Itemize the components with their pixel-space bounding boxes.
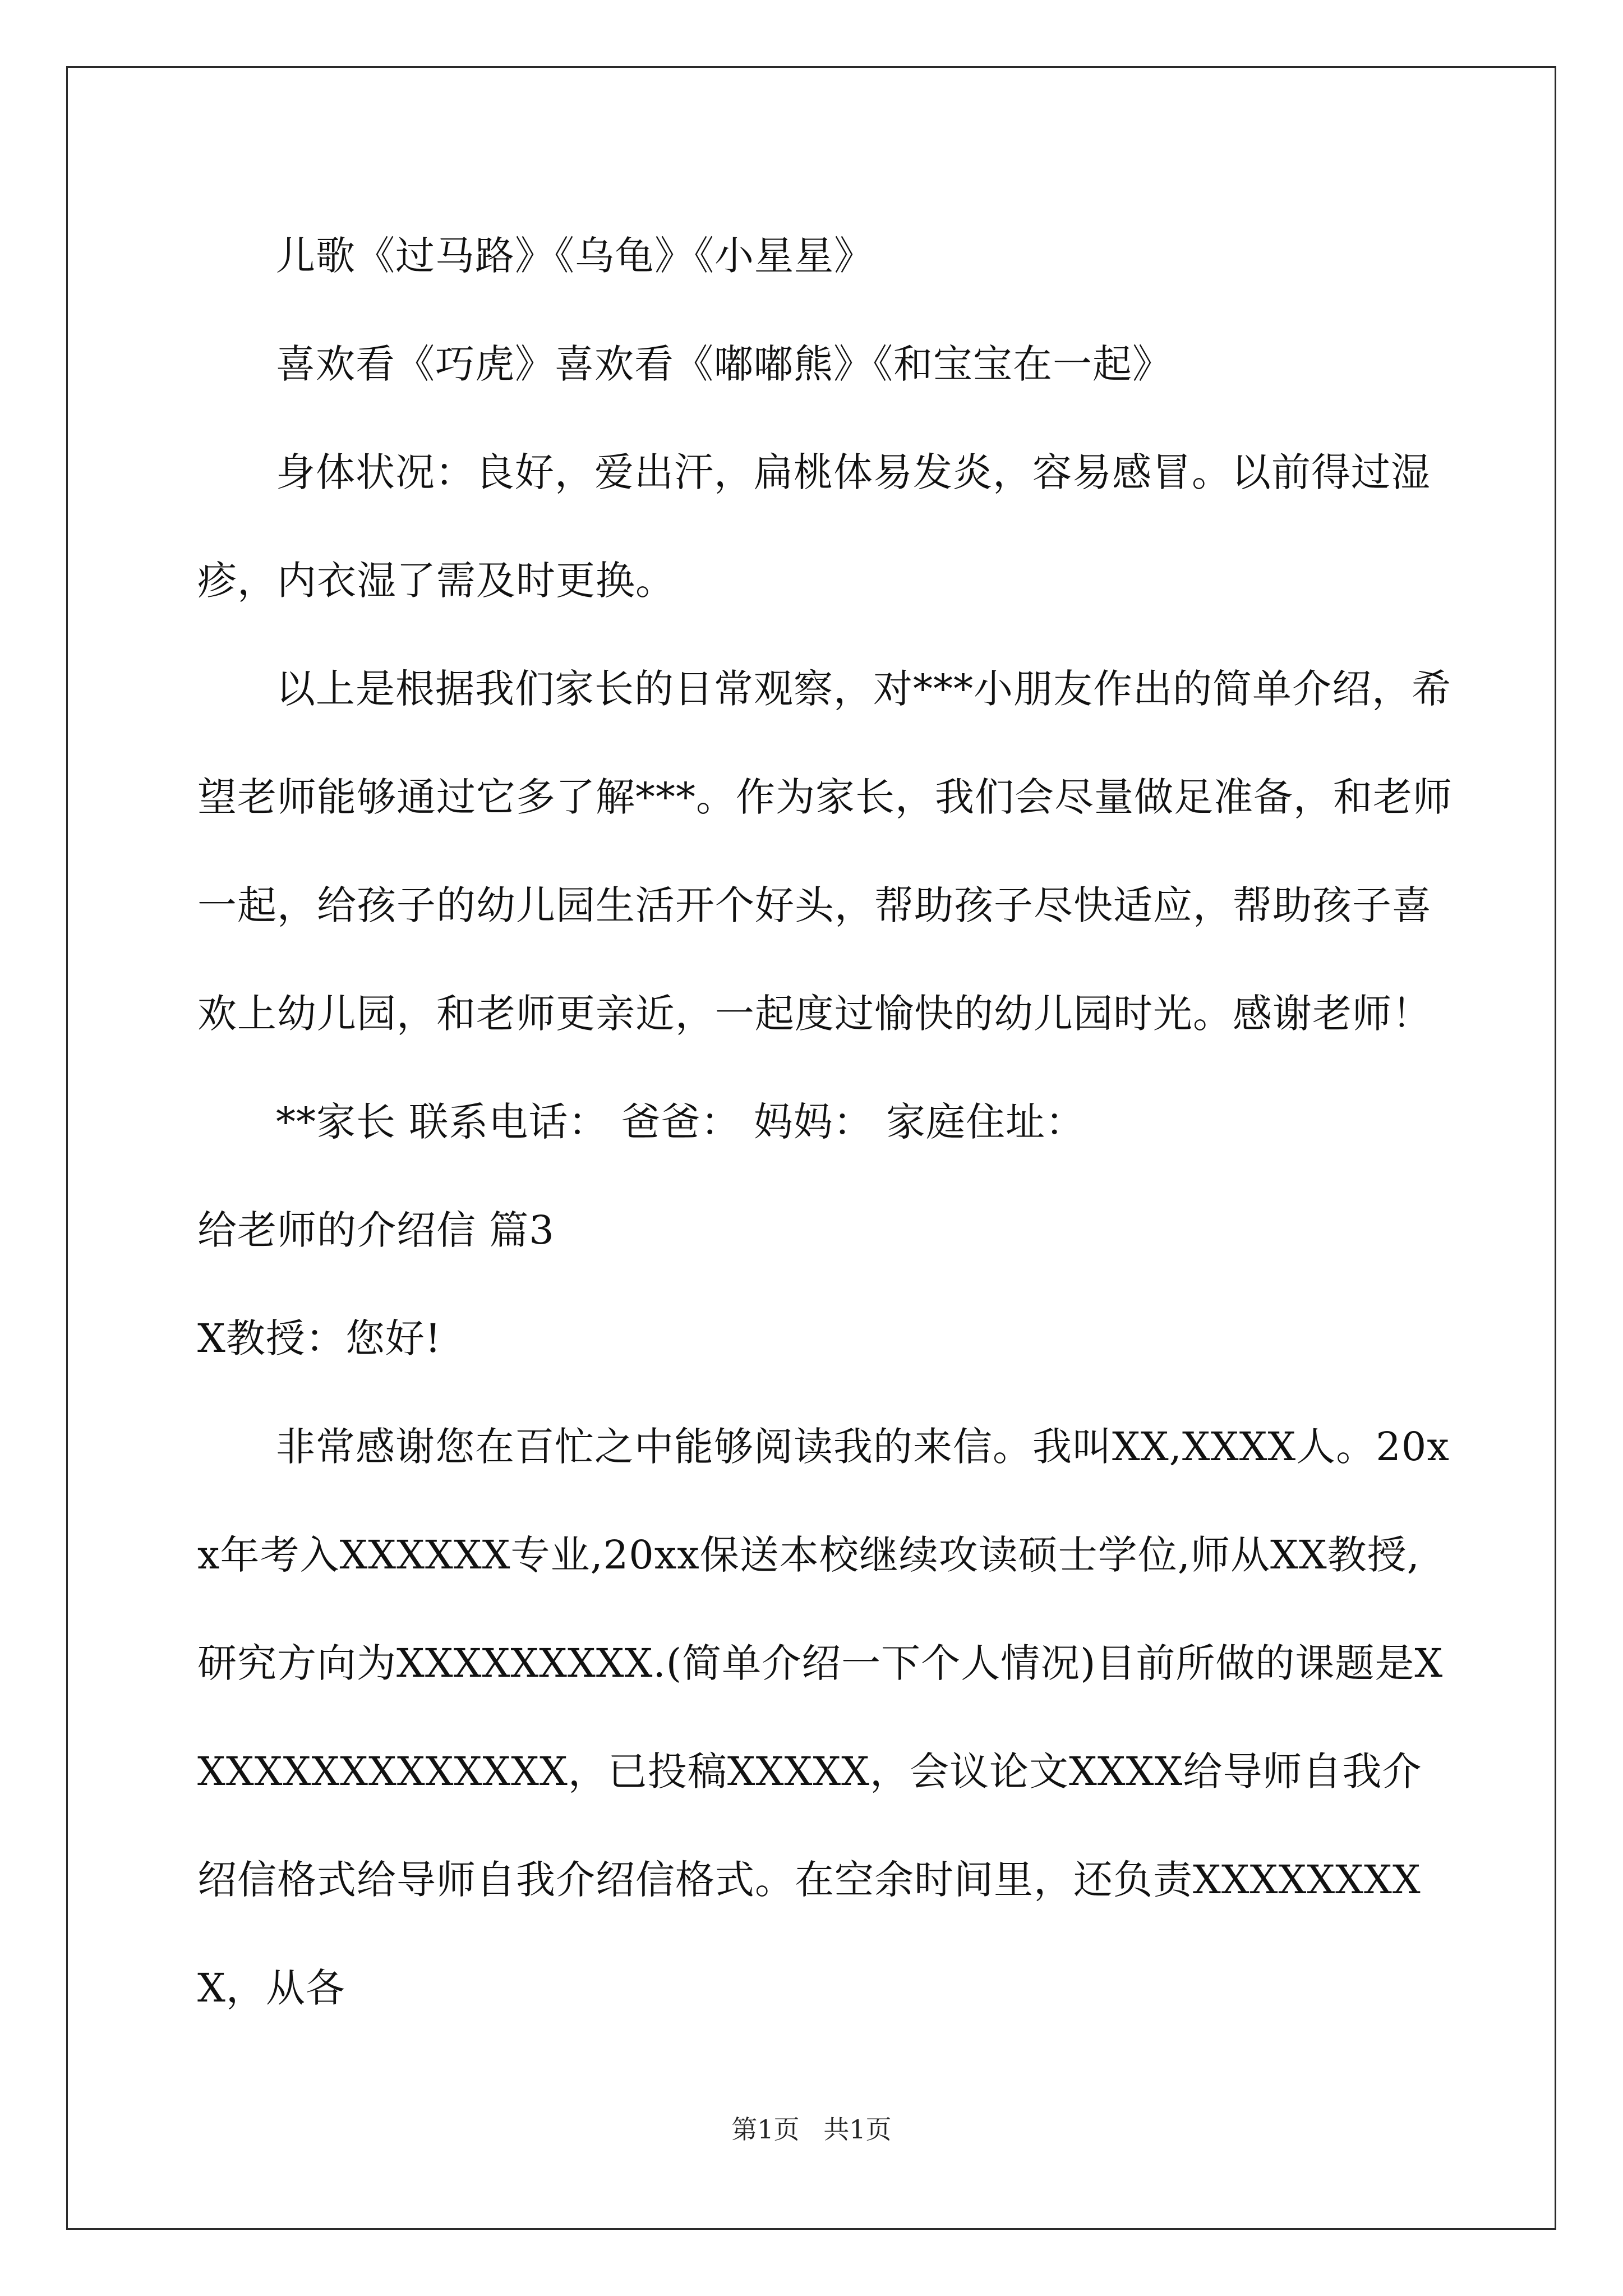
- paragraph-favorite-shows: 喜欢看《巧虎》喜欢看《嘟嘟熊》《和宝宝在一起》: [276, 341, 1172, 387]
- section-heading: 给老师的介绍信 篇3: [197, 1207, 555, 1253]
- paragraph-letter-body: 非常感谢您在百忙之中能够阅读我的来信。我叫XX,XXXX人。20xx年考入XXXXXX专业,20xx保送本校继续攻读硕士学位,师从XX教授,研究方向为XXXXXXXXX.(简单介绍一下个人情况)目前所做的课题是XXXXXXXXXXXXXX，已投稿XXXXX，会议论文XXXX给导师自我介绍信格式给导师自我介绍信格式。在空余时间里，还负责XXXXXXXXX，从各: [197, 1424, 1450, 2011]
- letter-salutation: X教授：您好!: [197, 1315, 441, 1361]
- paragraph-contact-info: **家长 联系电话： 爸爸： 妈妈： 家庭住址：: [276, 1099, 1086, 1145]
- paragraph-children-songs: 儿歌《过马路》《乌龟》《小星星》: [276, 233, 874, 279]
- document-body: [197, 202, 1456, 2042]
- page-total: 共1页: [823, 2114, 892, 2145]
- paragraph-summary: 以上是根据我们家长的日常观察，对***小朋友作出的简单介绍，希望老师能够通过它多了解***。作为家长，我们会尽量做足准备，和老师一起，给孩子的幼儿园生活开个好头，帮助孩子尽快适应，帮助孩子喜欢上幼儿园，和老师更亲近，一起度过愉快的幼儿园时光。感谢老师！: [197, 666, 1453, 1037]
- paragraph-health-status: 身体状况：良好，爱出汗，扁桃体易发炎，容易感冒。以前得过湿疹，内衣湿了需及时更换。: [197, 449, 1431, 604]
- page-footer: [0, 2109, 1623, 2146]
- page-number: 第1页: [731, 2114, 800, 2145]
